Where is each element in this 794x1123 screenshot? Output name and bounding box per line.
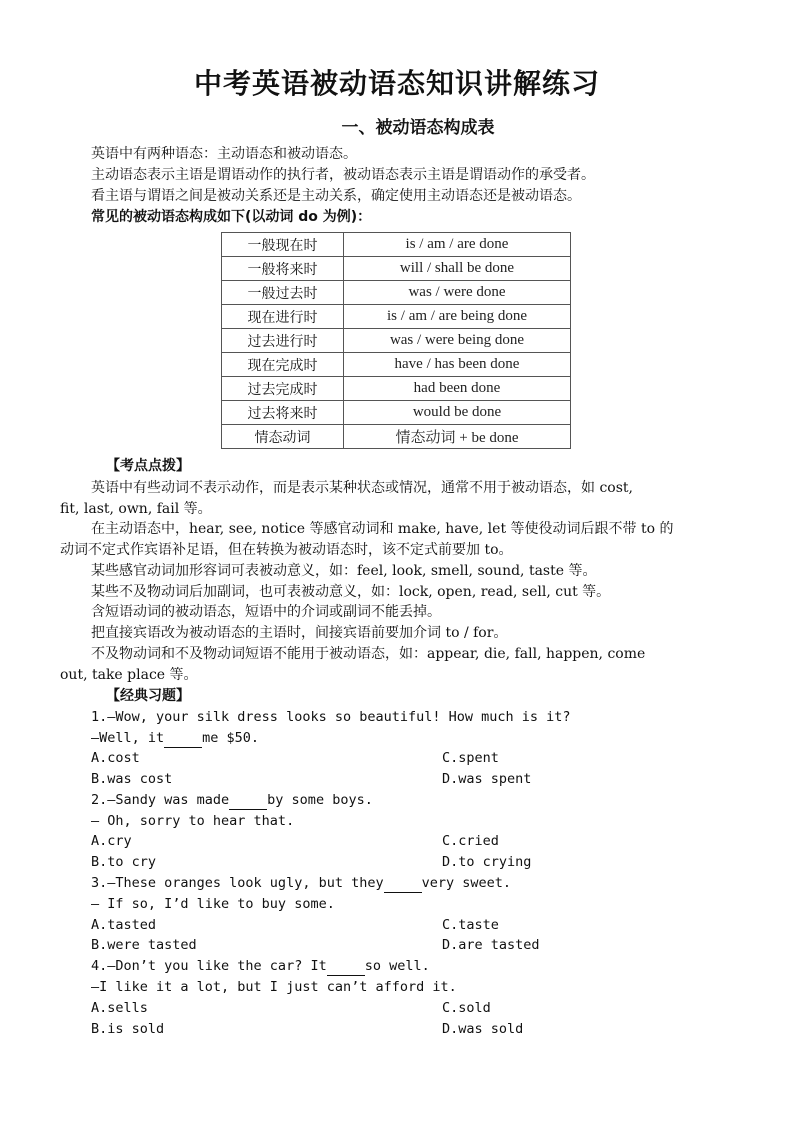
answer-blank: [229, 795, 267, 810]
table-row: [222, 233, 571, 257]
tense-name: 过去完成时: [222, 377, 344, 401]
tense-name: 过去进行时: [222, 329, 344, 353]
tense-name: 一般现在时: [222, 233, 344, 257]
option-c: C.taste: [442, 917, 499, 933]
passive-voice-table: [221, 232, 571, 449]
option-a: A.sells: [91, 1000, 148, 1016]
point-line: 某些感官动词加形容词可表被动意义，如：feel, look, smell, sound, taste 等。: [91, 563, 597, 579]
question-stem: 1.—Wow, your silk dress looks so beautiful! How much is it?: [91, 709, 571, 725]
option-b: B.is sold: [91, 1021, 165, 1037]
intro-line: 看主语与谓语之间是被动关系还是主动关系，确定使用主动语态还是被动语态。: [91, 188, 581, 204]
answer-blank: [327, 961, 365, 976]
option-b: B.was cost: [91, 771, 173, 787]
option-b: B.to cry: [91, 854, 157, 870]
exercises-heading: 【经典习题】: [106, 688, 190, 704]
tense-name: 一般过去时: [222, 281, 344, 305]
table-row: [222, 281, 571, 305]
point-line: 把直接宾语改为被动语态的主语时，间接宾语前要加介词 to / for。: [91, 625, 508, 641]
option-d: D.was sold: [442, 1021, 524, 1037]
passive-form: will / shall be done: [344, 257, 571, 281]
option-c: C.sold: [442, 1000, 491, 1016]
tense-name: 情态动词: [222, 425, 344, 449]
point-line: out, take place 等。: [60, 667, 198, 683]
option-a: A.cry: [91, 833, 132, 849]
tense-name: 现在进行时: [222, 305, 344, 329]
table-row: [222, 401, 571, 425]
intro-line: 英语中有两种语态：主动语态和被动语态。: [91, 146, 357, 162]
passive-form: have / has been done: [344, 353, 571, 377]
passive-form: is / am / are being done: [344, 305, 571, 329]
section-heading: 一、被动语态构成表: [341, 118, 495, 138]
passive-form: is / am / are done: [344, 233, 571, 257]
question-stem: —I like it a lot, but I just can’t afford it.: [91, 979, 457, 995]
page-title: 中考英语被动语态知识讲解练习: [193, 67, 600, 100]
question-stem: 3.—These oranges look ugly, but they very sweet.: [91, 875, 512, 891]
option-c: C.cried: [442, 833, 499, 849]
table-row: [222, 377, 571, 401]
answer-blank: [384, 878, 422, 893]
question-stem: — If so, I’d like to buy some.: [91, 896, 335, 912]
point-line: 在主动语态中，hear, see, notice 等感官动词和 make, have, let 等使役动词后跟不带 to 的: [91, 521, 674, 537]
option-a: A.tasted: [91, 917, 157, 933]
table-caption: 常见的被动语态构成如下(以动词 do 为例)：: [91, 209, 372, 225]
point-line: 某些不及物动词后加副词，也可表被动意义，如：lock, open, read, sell, cut 等。: [91, 584, 611, 600]
table-row: [222, 305, 571, 329]
option-b: B.were tasted: [91, 937, 197, 953]
option-d: D.are tasted: [442, 937, 540, 953]
point-line: 动词不定式作宾语补足语，但在转换为被动语态时，该不定式前要加 to。: [60, 542, 513, 558]
point-line: 不及物动词和不及物动词短语不能用于被动语态，如：appear, die, fall, happen, come: [91, 646, 646, 662]
passive-form: was / were done: [344, 281, 571, 305]
question-stem: —Well, it me $50.: [91, 730, 260, 746]
option-d: D.was spent: [442, 771, 532, 787]
answer-blank: [164, 733, 202, 748]
question-stem: — Oh, sorry to hear that.: [91, 813, 295, 829]
option-a: A.cost: [91, 750, 140, 766]
points-heading: 【考点点拨】: [106, 458, 190, 474]
table-row: [222, 329, 571, 353]
table-row: [222, 353, 571, 377]
option-d: D.to crying: [442, 854, 532, 870]
table-row: [222, 257, 571, 281]
question-stem: 4.—Don’t you like the car? It so well.: [91, 958, 430, 974]
tense-name: 现在完成时: [222, 353, 344, 377]
point-line: fit, last, own, fail 等。: [60, 501, 212, 517]
option-c: C.spent: [442, 750, 499, 766]
question-stem: 2.—Sandy was made by some boys.: [91, 792, 373, 808]
passive-form: 情态动词 + be done: [344, 425, 571, 449]
table-row: [222, 425, 571, 449]
tense-name: 过去将来时: [222, 401, 344, 425]
intro-line: 主动语态表示主语是谓语动作的执行者，被动语态表示主语是谓语动作的承受者。: [91, 167, 595, 183]
point-line: 英语中有些动词不表示动作，而是表示某种状态或情况，通常不用于被动语态，如 cost,: [91, 480, 633, 496]
passive-form: would be done: [344, 401, 571, 425]
passive-form: had been done: [344, 377, 571, 401]
point-line: 含短语动词的被动语态，短语中的介词或副词不能丢掉。: [91, 604, 441, 620]
tense-name: 一般将来时: [222, 257, 344, 281]
passive-form: was / were being done: [344, 329, 571, 353]
